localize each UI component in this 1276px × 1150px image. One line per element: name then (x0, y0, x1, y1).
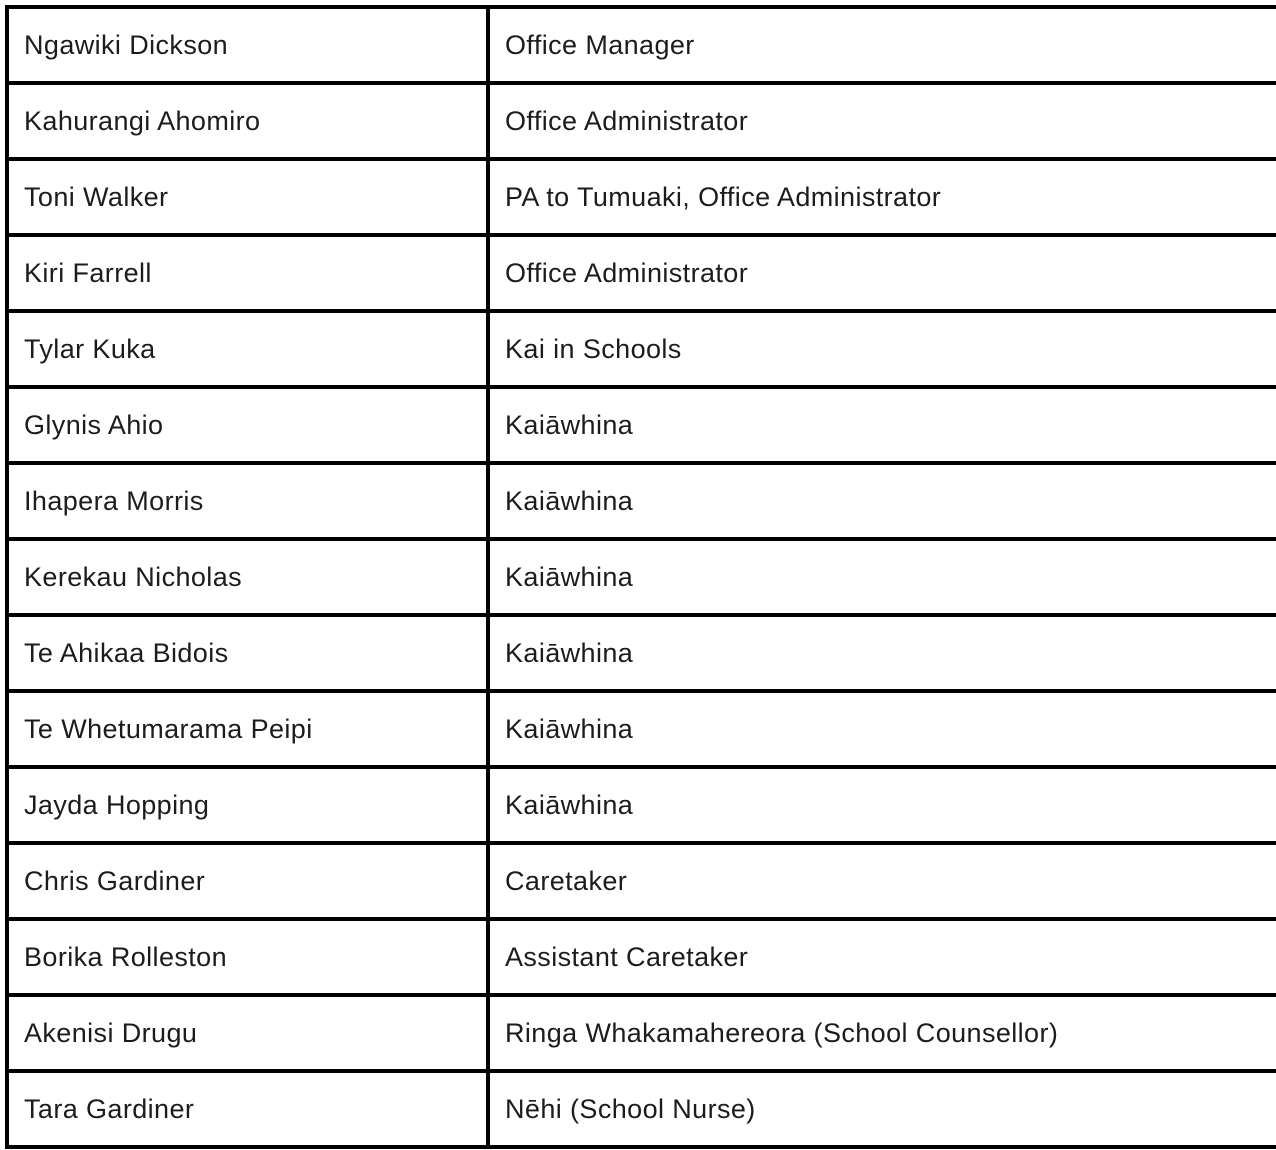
staff-name-cell: Kiri Farrell (7, 235, 488, 311)
staff-role-cell: Caretaker (488, 843, 1276, 919)
staff-name-cell: Te Whetumarama Peipi (7, 691, 488, 767)
table-row (7, 387, 1276, 463)
staff-role-cell: Kaiāwhina (488, 463, 1276, 539)
staff-role-cell: Kaiāwhina (488, 691, 1276, 767)
staff-name-cell: Ngawiki Dickson (7, 7, 488, 83)
staff-name-cell: Tara Gardiner (7, 1071, 488, 1147)
staff-name-cell: Chris Gardiner (7, 843, 488, 919)
staff-role-cell: Assistant Caretaker (488, 919, 1276, 995)
staff-name-cell: Te Ahikaa Bidois (7, 615, 488, 691)
staff-role-cell: Kai in Schools (488, 311, 1276, 387)
staff-role-cell: Office Administrator (488, 83, 1276, 159)
table-row (7, 235, 1276, 311)
table-row (7, 463, 1276, 539)
staff-role-cell: Office Manager (488, 7, 1276, 83)
table-row (7, 691, 1276, 767)
staff-role-cell: PA to Tumuaki, Office Administrator (488, 159, 1276, 235)
staff-name-cell: Tylar Kuka (7, 311, 488, 387)
table-row (7, 7, 1276, 83)
table-row (7, 843, 1276, 919)
staff-role-cell: Kaiāwhina (488, 767, 1276, 843)
staff-role-cell: Kaiāwhina (488, 539, 1276, 615)
staff-name-cell: Jayda Hopping (7, 767, 488, 843)
staff-name-cell: Akenisi Drugu (7, 995, 488, 1071)
staff-role-cell: Kaiāwhina (488, 615, 1276, 691)
staff-role-cell: Kaiāwhina (488, 387, 1276, 463)
table-row (7, 615, 1276, 691)
staff-role-cell: Office Administrator (488, 235, 1276, 311)
table-row (7, 159, 1276, 235)
staff-name-cell: Borika Rolleston (7, 919, 488, 995)
staff-name-cell: Toni Walker (7, 159, 488, 235)
staff-table-body (7, 7, 1276, 1147)
table-row (7, 995, 1276, 1071)
staff-name-cell: Kahurangi Ahomiro (7, 83, 488, 159)
staff-role-cell: Nēhi (School Nurse) (488, 1071, 1276, 1147)
staff-name-cell: Glynis Ahio (7, 387, 488, 463)
staff-name-cell: Ihapera Morris (7, 463, 488, 539)
table-row (7, 919, 1276, 995)
table-row (7, 539, 1276, 615)
staff-name-cell: Kerekau Nicholas (7, 539, 488, 615)
table-row (7, 83, 1276, 159)
table-row (7, 1071, 1276, 1147)
staff-table (5, 5, 1276, 1149)
table-row (7, 767, 1276, 843)
staff-role-cell: Ringa Whakamahereora (School Counsellor) (488, 995, 1276, 1071)
table-row (7, 311, 1276, 387)
